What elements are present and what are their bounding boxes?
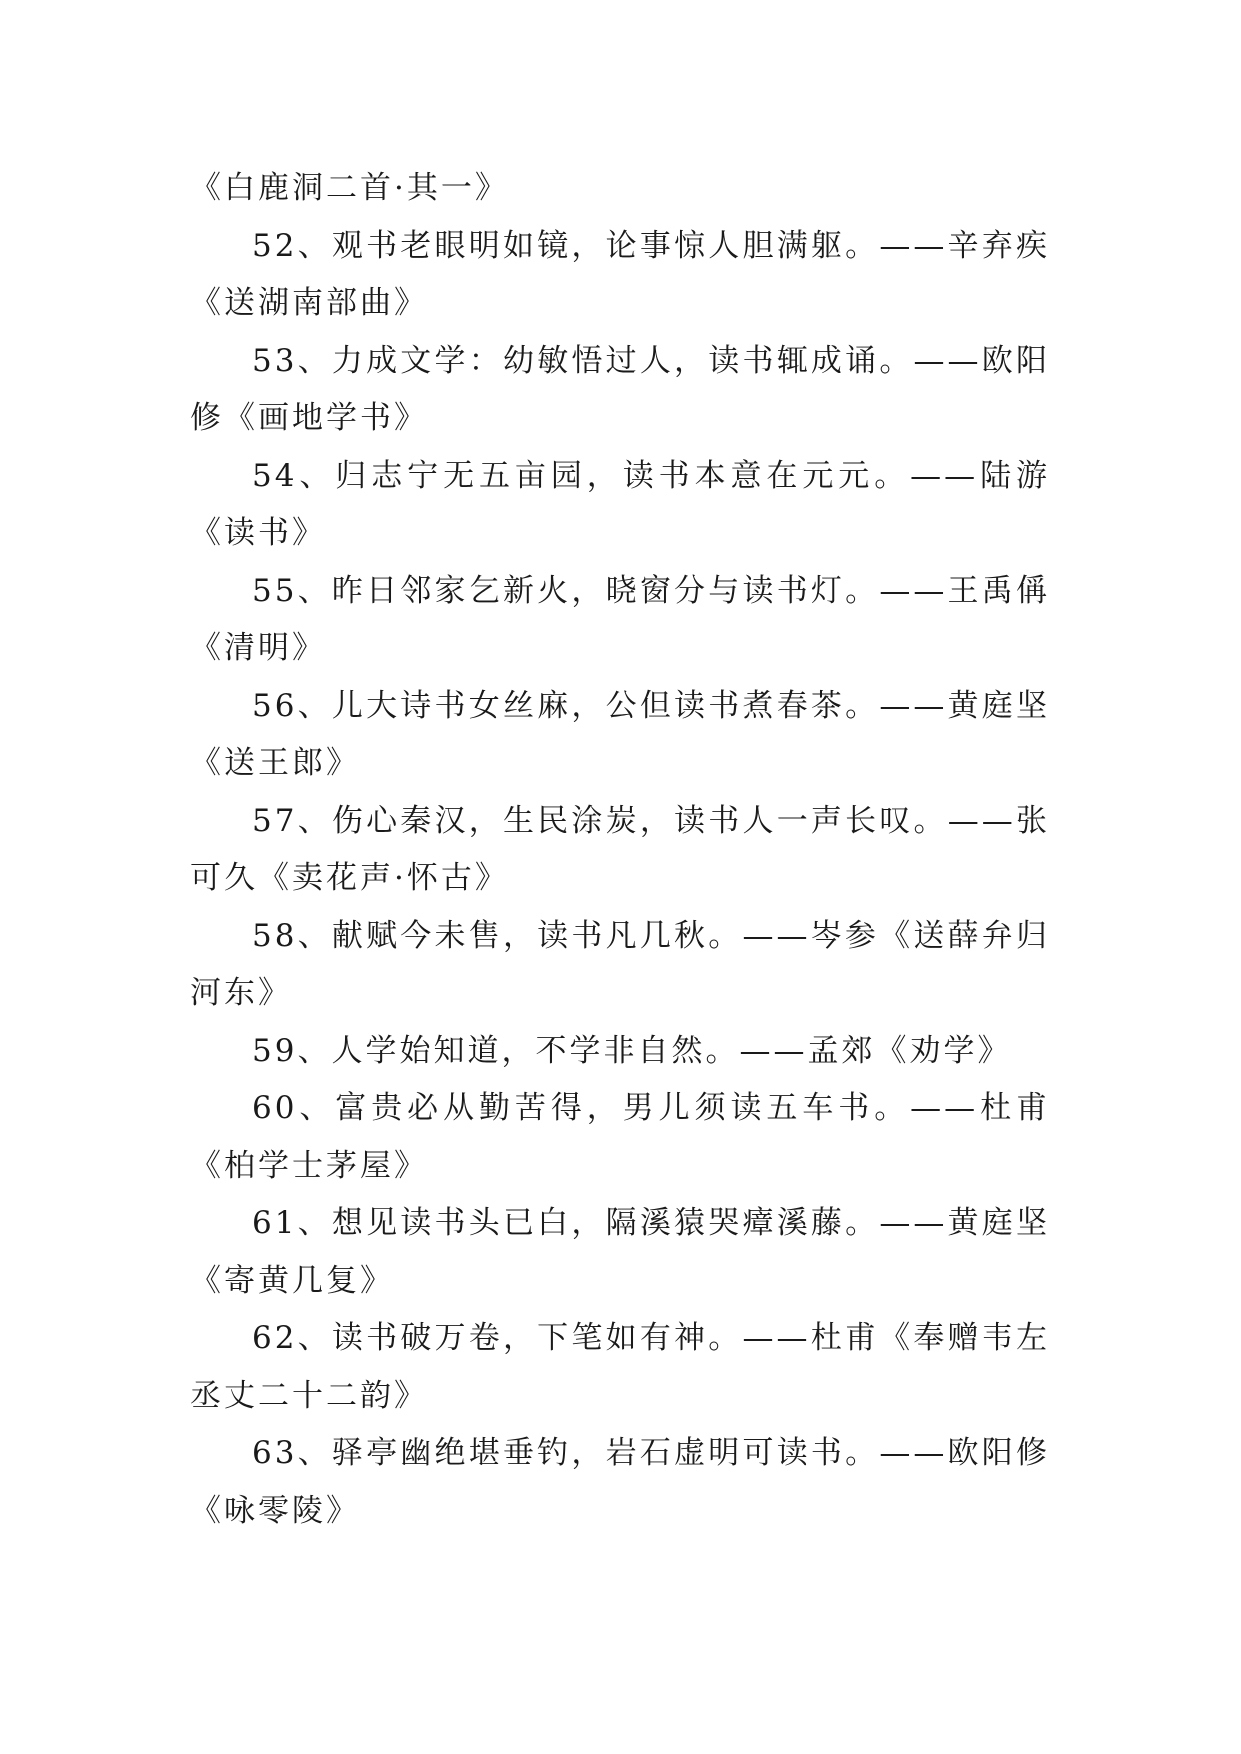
quote-59: 59、人学始知道，不学非自然。——孟郊《劝学》 (252, 1032, 1012, 1069)
paragraph-0: 《白鹿洞二首·其一》 (190, 170, 509, 206)
quote-53: 53、力成文学：幼敏悟过人，读书辄成诵。——欧阳修《画地学书》 (190, 342, 1050, 436)
quote-52: 52、观书老眼明如镜，论事惊人胆满躯。——辛弃疾《送湖南部曲》 (190, 227, 1050, 321)
quote-60: 60、富贵必从勤苦得，男儿须读五车书。——杜甫《柏学士茅屋》 (190, 1090, 1050, 1184)
quote-58: 58、献赋今未售，读书凡几秋。——岑参《送薛弁归河东》 (190, 917, 1050, 1011)
quote-55: 55、昨日邻家乞新火，晓窗分与读书灯。——王禹偁《清明》 (190, 572, 1050, 666)
quote-62: 62、读书破万卷，下笔如有神。——杜甫《奉赠韦左丞丈二十二韵》 (190, 1320, 1050, 1414)
quote-57: 57、伤心秦汉，生民涂炭，读书人一声长叹。——张可久《卖花声·怀古》 (190, 802, 1050, 896)
document-body (190, 160, 1050, 1540)
quote-54: 54、归志宁无五亩园，读书本意在元元。——陆游《读书》 (190, 457, 1050, 551)
quote-56: 56、儿大诗书女丝麻，公但读书煮春茶。——黄庭坚《送王郎》 (190, 687, 1050, 781)
quote-61: 61、想见读书头已白，隔溪猿哭瘴溪藤。——黄庭坚《寄黄几复》 (190, 1205, 1050, 1299)
quote-63: 63、驿亭幽绝堪垂钓，岩石虚明可读书。——欧阳修《咏零陵》 (190, 1435, 1050, 1529)
